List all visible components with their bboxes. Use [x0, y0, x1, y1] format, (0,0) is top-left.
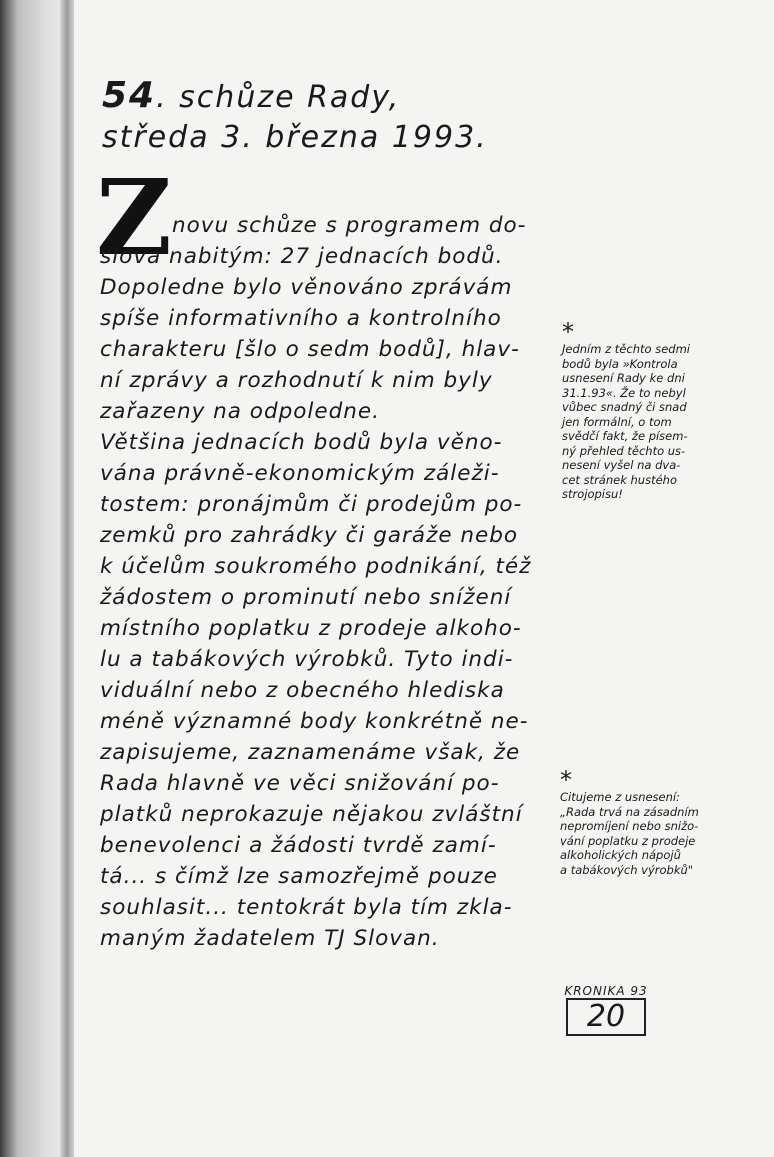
side-note-2	[560, 766, 770, 877]
body-line: tostem: pronájmům či prodejům po-	[100, 492, 523, 517]
side-note-line: bodů byla »Kontrola	[562, 356, 678, 371]
body-line: Většina jednacích bodů byla věno-	[100, 430, 503, 455]
body-line: Rada hlavně ve věci snižování po-	[100, 771, 500, 796]
page-heading	[102, 76, 522, 158]
body-line: lu a tabákových výrobků. Tyto indi-	[100, 647, 514, 672]
heading-line-2: středa 3. března 1993.	[102, 120, 488, 155]
side-note-line: ný přehled těchto us-	[562, 443, 686, 458]
heading-line-1-rest: . schůze Rady,	[156, 80, 401, 115]
side-note-line: „Rada trvá na zásadním	[560, 804, 699, 819]
side-note-line: Citujeme z usnesení:	[560, 790, 680, 804]
side-note-line: svědčí fakt, že písem-	[562, 429, 688, 443]
body-line: platků neprokazuje nějakou zvláštní	[100, 802, 523, 827]
body-line: spíše informativního a kontrolního	[100, 306, 502, 331]
body-line: tá... s čímž lze samozřejmě pouze	[100, 864, 498, 889]
page-number: 20	[566, 998, 646, 1036]
body-line: zapisujeme, zaznamenáme však, že	[100, 740, 521, 765]
side-note-line: vání poplatku z prodeje	[560, 833, 696, 848]
body-text	[100, 210, 570, 954]
book-binding	[60, 0, 74, 1157]
body-line: k účelům soukromého podnikání, též	[100, 554, 532, 579]
side-note-1	[562, 318, 772, 502]
side-note-line: strojopisu!	[562, 487, 623, 501]
body-line: zemků pro zahrádky či garáže nebo	[100, 523, 519, 548]
meeting-number: 54	[102, 75, 157, 116]
body-line: slova nabitým: 27 jednacích bodů.	[100, 244, 504, 269]
side-note-line: alkoholických nápojů	[560, 848, 681, 862]
side-note-line: jen formální, o tom	[562, 414, 672, 429]
side-note-line: a tabákových výrobků"	[560, 862, 694, 877]
body-line: charakteru [šlo o sedm bodů], hlav-	[100, 337, 520, 362]
side-note-line: nepromíjení nebo snižo-	[560, 819, 699, 833]
side-note-line: usnesení Rady ke dni	[562, 371, 685, 385]
side-note-line: nesení vyšel na dva-	[562, 458, 681, 472]
body-line: maným žadatelem TJ Slovan.	[100, 926, 440, 951]
side-note-line: 31.1.93«. Že to nebyl	[562, 385, 686, 400]
page-footer	[560, 984, 660, 1036]
side-note-line: vůbec snadný či snad	[562, 400, 687, 414]
body-line: ní zprávy a rozhodnutí k nim byly	[100, 368, 493, 393]
body-line: vána právně-ekonomickým záleži-	[100, 461, 500, 486]
asterisk-icon: *	[562, 318, 574, 346]
drop-cap: Z	[96, 156, 172, 279]
body-line: souhlasit... tentokrát byla tím zkla-	[100, 895, 513, 920]
body-line: novu schůze s programem do-	[172, 213, 527, 238]
side-note-line: cet stránek hustého	[562, 472, 677, 487]
body-line: méně významné body konkrétně ne-	[100, 709, 529, 734]
body-line: viduální nebo z obecného hlediska	[100, 678, 505, 703]
side-note-line: Jedním z těchto sedmi	[562, 342, 690, 356]
asterisk-icon: *	[560, 766, 572, 794]
chronicle-label: KRONIKA 93	[564, 984, 648, 998]
heading-line-1	[102, 76, 522, 118]
body-line: benevolenci a žádosti tvrdě zamí-	[100, 833, 497, 858]
body-line: žádostem o prominutí nebo snížení	[100, 585, 512, 610]
body-line: místního poplatku z prodeje alkoho-	[100, 616, 522, 641]
body-line: zařazeny na odpoledne.	[100, 399, 380, 424]
body-line: Dopoledne bylo věnováno zprávám	[100, 275, 513, 300]
